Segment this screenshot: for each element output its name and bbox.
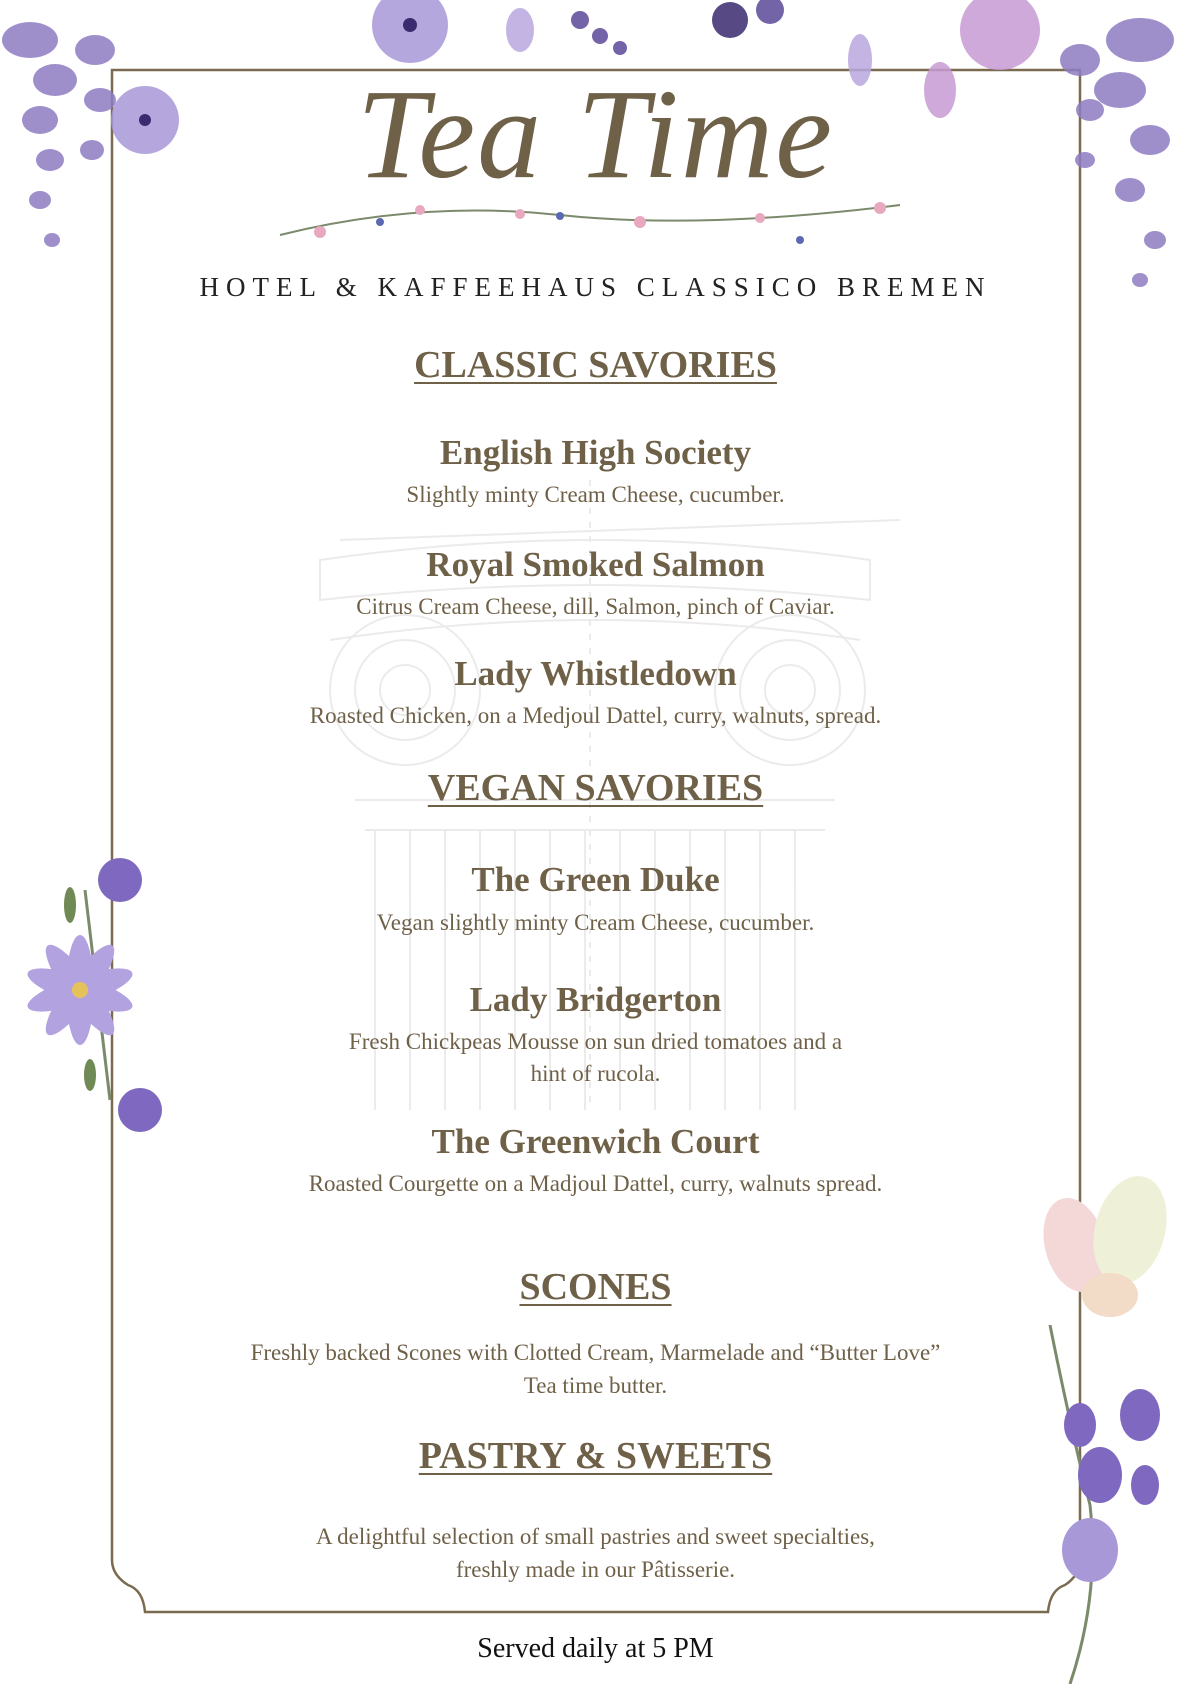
menu-item-name: Lady Whistledown <box>454 654 737 693</box>
menu-item-name: The Green Duke <box>471 860 720 899</box>
footer-served-time: Served daily at 5 PM <box>477 1633 714 1664</box>
butterfly <box>1030 1175 1191 1684</box>
menu-item-description: Fresh Chickpeas Mousse on sun dried tomatoes and a <box>348 1029 843 1054</box>
section-title-classic-savories: CLASSIC SAVORIES <box>414 344 777 386</box>
menu-item-name: Royal Smoked Salmon <box>426 545 765 584</box>
menu-item-description: Roasted Chicken, on a Medjoul Dattel, curry, walnuts, spread. <box>309 703 882 728</box>
menu-item-description: Citrus Cream Cheese, dill, Salmon, pinch of Caviar. <box>356 594 835 619</box>
pastry-description: A delightful selection of small pastries and sweet specialties, <box>316 1524 875 1549</box>
scones-description: Freshly backed Scones with Clotted Cream, Marmelade and “Butter Love” <box>250 1340 941 1365</box>
scones-description: Tea time butter. <box>523 1373 668 1398</box>
menu-item-description: hint of rucola. <box>530 1061 661 1086</box>
section-title-vegan-savories: VEGAN SAVORIES <box>427 767 764 809</box>
menu-item-description: Roasted Courgette on a Madjoul Dattel, curry, walnuts spread. <box>308 1171 883 1196</box>
menu-item-name: Lady Bridgerton <box>469 980 722 1019</box>
menu-item-name: English High Society <box>439 433 752 472</box>
section-title-pastry-sweets: PASTRY & SWEETS <box>418 1435 773 1477</box>
menu-item-description: Vegan slightly minty Cream Cheese, cucumber. <box>376 910 815 935</box>
page-title: Tea Time <box>356 63 835 205</box>
menu-item-name: The Greenwich Court <box>431 1122 760 1161</box>
pastry-description: freshly made in our Pâtisserie. <box>455 1557 736 1582</box>
menu-item-description: Slightly minty Cream Cheese, cucumber. <box>406 482 785 507</box>
hotel-subtitle: HOTEL & KAFFEEHAUS CLASSICO BREMEN <box>199 272 992 302</box>
section-title-scones: SCONES <box>519 1266 672 1308</box>
